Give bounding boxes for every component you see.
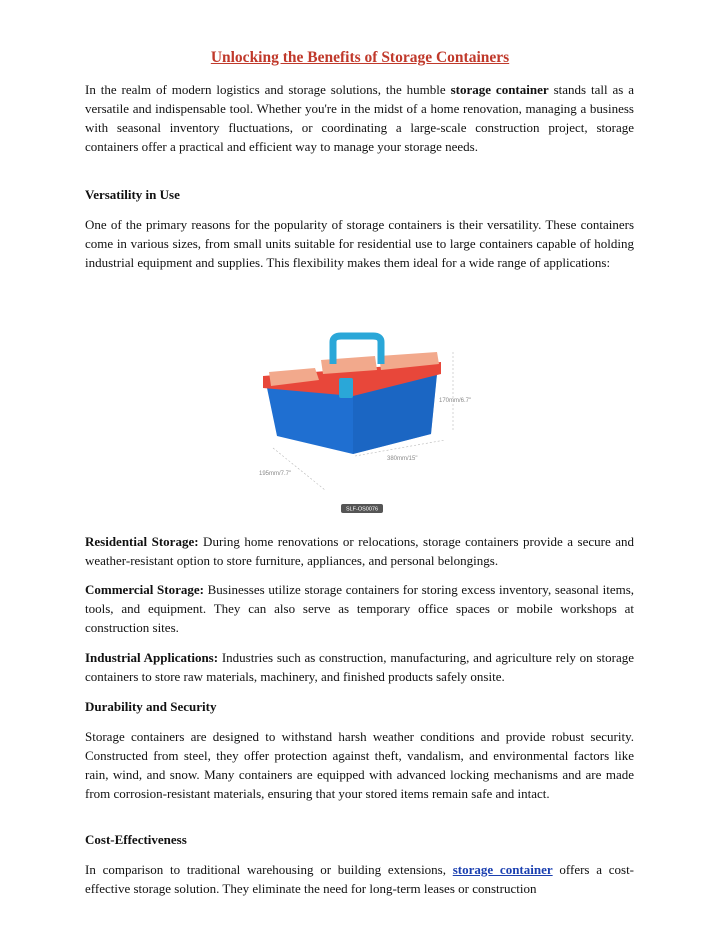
- residential-label: Residential Storage:: [85, 534, 199, 549]
- intro-text-end: stands tall as a versatile and indispensable tool. Whether you're in the midst of a home renovation, managing a business with seasonal inventory fluctuations, or coordinating a large-scale construction project, storage containers offer a practical and efficient way to manage your storage needs.: [85, 82, 635, 154]
- commercial-label: Commercial Storage:: [85, 582, 204, 597]
- storage-container-link[interactable]: storage container: [452, 862, 553, 877]
- industrial-paragraph: [85, 648, 634, 686]
- residential-text: During home renovations or relocations, storage containers provide a secure and weather-resistant option to store furniture, appliances, and personal belongings.: [85, 534, 634, 568]
- cost-text-end: offers a cost-effective storage solution. They eliminate the need for long-term leases or construction: [85, 862, 635, 896]
- durability-heading: Durability and Security: [85, 699, 217, 714]
- toolbox-latch: [339, 378, 353, 398]
- residential-paragraph: [85, 532, 634, 570]
- versatility-paragraph: One of the primary reasons for the popularity of storage containers is their versatility. These containers come in various sizes, from small units suitable for residential use to large containers capable of holding industrial equipment and supplies. This flexibility makes them ideal for a wide range of applications:: [85, 217, 634, 270]
- durability-paragraph: Storage containers are designed to withstand harsh weather conditions and provide robust security. Constructed from steel, they offer protection against theft, vandalism, and environmental factors like rain, wind, and snow. Many containers are equipped with advanced locking mechanisms and are made from corrosion-resistant materials, ensuring that your stored items remain safe and intact.: [85, 729, 634, 801]
- height-dimension-label: 170mm/6.7": [439, 398, 472, 404]
- intro-paragraph: [85, 80, 634, 156]
- toolbox-illustration: [245, 330, 485, 520]
- cost-text-start: In comparison to traditional warehousing or building extensions,: [85, 862, 453, 877]
- commercial-text: Businesses utilize storage containers for storing excess inventory, seasonal items, tools, and equipment. They can also serve as temporary office spaces or mobile workshops at construction sites.: [85, 582, 635, 635]
- cost-heading: Cost-Effectiveness: [85, 832, 187, 847]
- toolbox-product-image: [245, 330, 485, 520]
- industrial-label: Industrial Applications:: [85, 650, 219, 665]
- industrial-text: Industries such as construction, manufacturing, and agriculture rely on storage containers to store raw materials, machinery, and finished products safely onsite.: [85, 650, 634, 684]
- page-title: Unlocking the Benefits of Storage Containers: [210, 49, 510, 66]
- intro-text-start: In the realm of modern logistics and storage solutions, the humble: [85, 82, 451, 97]
- width-dimension-label: 195mm/7.7": [259, 471, 292, 477]
- cost-paragraph: [85, 860, 634, 898]
- commercial-paragraph: [85, 580, 634, 637]
- intro-bold-term: storage container: [450, 82, 549, 97]
- model-tag-text: SLF-OS0076: [345, 506, 379, 513]
- length-dimension-label: 380mm/15": [387, 456, 418, 462]
- versatility-heading: Versatility in Use: [85, 187, 180, 202]
